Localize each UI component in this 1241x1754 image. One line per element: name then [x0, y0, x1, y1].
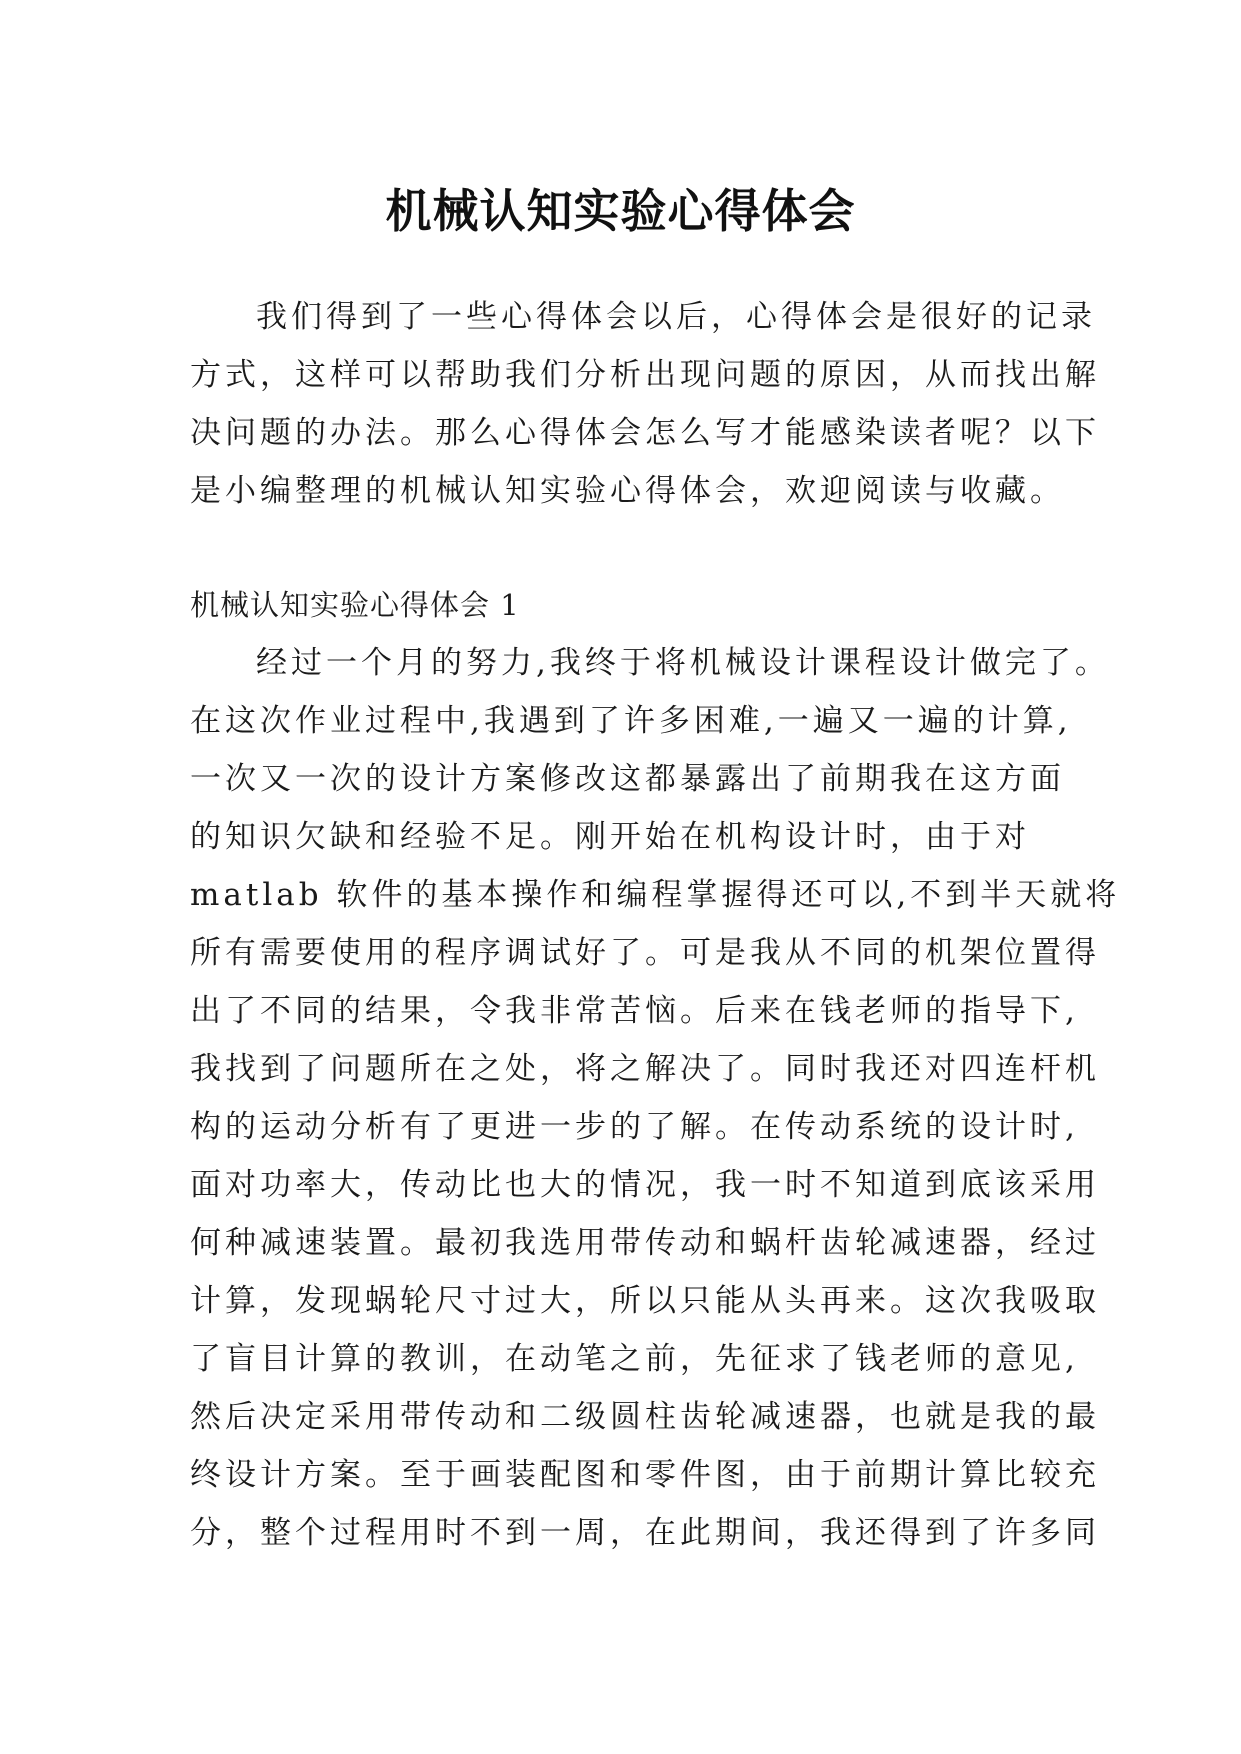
body-line: 出了不同的结果，令我非常苦恼。后来在钱老师的指导下, [190, 993, 1079, 1029]
intro-line: 是小编整理的机械认知实验心得体会，欢迎阅读与收藏。 [190, 473, 1065, 509]
body-line: 经过一个月的努力,我终于将机械设计课程设计做完了。 [256, 645, 1110, 681]
document-body [190, 288, 1121, 1562]
body-line: 在这次作业过程中,我遇到了许多困难,一遍又一遍的计算, [190, 703, 1072, 739]
paragraph-gap [190, 520, 1052, 576]
body-line: 分，整个过程用时不到一周，在此期间，我还得到了许多同 [190, 1515, 1100, 1551]
intro-paragraph [190, 288, 1100, 520]
intro-line: 方式，这样可以帮助我们分析出现问题的原因，从而找出解 [190, 357, 1100, 393]
body-line: 了盲目计算的教训，在动笔之前，先征求了钱老师的意见, [190, 1341, 1079, 1377]
body-line: 所有需要使用的程序调试好了。可是我从不同的机架位置得 [190, 935, 1100, 971]
body-line: 何种减速装置。最初我选用带传动和蜗杆齿轮减速器，经过 [190, 1225, 1100, 1261]
body-line: 的知识欠缺和经验不足。刚开始在机构设计时，由于对 [190, 819, 1030, 855]
intro-line: 决问题的办法。那么心得体会怎么写才能感染读者呢？以下 [190, 415, 1100, 451]
body-paragraph [190, 634, 1121, 1562]
body-line: 然后决定采用带传动和二级圆柱齿轮减速器，也就是我的最 [190, 1399, 1100, 1435]
body-line: 构的运动分析有了更进一步的了解。在传动系统的设计时, [190, 1109, 1079, 1145]
body-line: 面对功率大，传动比也大的情况，我一时不知道到底该采用 [190, 1167, 1100, 1203]
section-heading: 机械认知实验心得体会 1 [190, 588, 520, 622]
body-line: 终设计方案。至于画装配图和零件图，由于前期计算比较充 [190, 1457, 1100, 1493]
body-line: 计算，发现蜗轮尺寸过大，所以只能从头再来。这次我吸取 [190, 1283, 1100, 1319]
body-line: 我找到了问题所在之处，将之解决了。同时我还对四连杆机 [190, 1051, 1100, 1087]
intro-line: 我们得到了一些心得体会以后，心得体会是很好的记录 [256, 299, 1096, 335]
body-line: 一次又一次的设计方案修改这都暴露出了前期我在这方面 [190, 761, 1065, 797]
document-title: 机械认知实验心得体会 [385, 183, 856, 238]
body-line: matlab 软件的基本操作和编程掌握得还可以,不到半天就将 [190, 877, 1121, 913]
